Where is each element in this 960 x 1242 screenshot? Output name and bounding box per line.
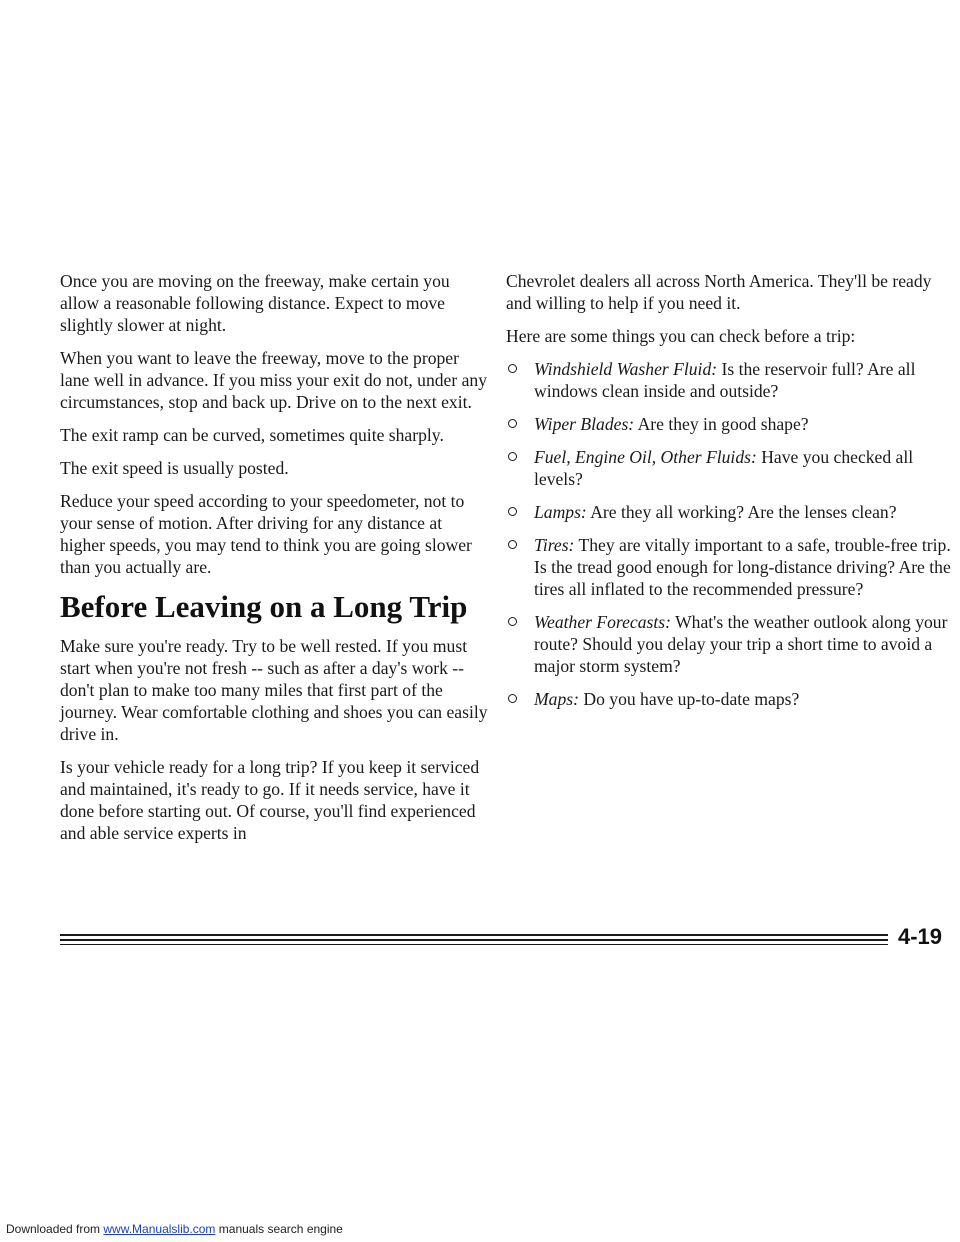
- bullet-icon: [508, 419, 517, 428]
- bullet-icon: [508, 617, 517, 626]
- checklist-text: Are they in good shape?: [634, 414, 809, 434]
- paragraph-dealers: Chevrolet dealers all across North America. They'll be ready and willing to help if you need it.: [506, 271, 932, 313]
- footer-prefix: Downloaded from: [6, 1222, 104, 1236]
- section-heading: Before Leaving on a Long Trip: [60, 589, 468, 624]
- checklist-term: Weather Forecasts:: [534, 612, 671, 632]
- download-footer: [6, 1222, 343, 1236]
- checklist-term: Fuel, Engine Oil, Other Fluids:: [534, 447, 757, 467]
- checklist-text: They are vitally important to a safe, trouble-free trip. Is the tread good enough for long-distance driving? Are the tires all inflated to the recommended pressure?: [534, 535, 951, 599]
- trip-checklist: [506, 358, 952, 710]
- divider: [60, 939, 888, 941]
- checklist-item-wiper-blades: [506, 413, 952, 435]
- checklist-item-fluids: [506, 446, 952, 490]
- checklist-term: Maps:: [534, 689, 579, 709]
- right-column: [506, 270, 952, 721]
- checklist-item-lamps: [506, 501, 952, 523]
- paragraph-be-ready: Make sure you're ready. Try to be well rested. If you must start when you're not fresh -- such as after a day's work -- don't plan to make too many miles that first part of the journey. Wear comfortable clothing and shoes you can easily drive in.: [60, 636, 488, 744]
- page-number: 4-19: [897, 924, 942, 949]
- checklist-item-maps: [506, 688, 952, 710]
- manualslib-link[interactable]: www.Manualslib.com: [103, 1222, 216, 1236]
- bullet-icon: [508, 694, 517, 703]
- checklist-text: Do you have up-to-date maps?: [578, 689, 800, 709]
- footer-suffix: manuals search engine: [215, 1222, 343, 1236]
- bullet-icon: [508, 507, 517, 516]
- bullet-icon: [508, 364, 517, 373]
- footer-rules: [60, 934, 888, 948]
- checklist-item-washer-fluid: [506, 358, 952, 402]
- paragraph-reduce-speed: Reduce your speed according to your speedometer, not to your sense of motion. After driving for any distance at higher speeds, you may tend to think you are going slower than you actually are.: [60, 491, 472, 577]
- checklist-term: Wiper Blades:: [534, 414, 635, 434]
- checklist-item-tires: [506, 534, 952, 600]
- left-column: [60, 270, 488, 855]
- checklist-text: What's the weather outlook along your route? Should you delay your trip a short time to avoid a major storm system?: [534, 612, 948, 676]
- paragraph-leave-freeway: When you want to leave the freeway, move to the proper lane well in advance. If you miss your exit do not, under any circumstances, stop and back up. Drive on to the next exit.: [60, 348, 488, 412]
- checklist-text: Are they all working? Are the lenses clean?: [586, 502, 897, 522]
- bullet-icon: [508, 540, 517, 549]
- checklist-text: Is the reservoir full? Are all windows clean inside and outside?: [534, 359, 916, 401]
- paragraph-vehicle-ready: Is your vehicle ready for a long trip? If you keep it serviced and maintained, it's ready to go. If it needs service, have it done before starting out. Of course, you'll find experienced and able service experts in: [60, 757, 480, 843]
- divider: [60, 944, 888, 945]
- checklist-text: Have you checked all levels?: [534, 447, 914, 489]
- paragraph-checklist-intro: Here are some things you can check before a trip:: [506, 326, 856, 346]
- paragraph-exit-ramp: The exit ramp can be curved, sometimes quite sharply.: [60, 425, 444, 445]
- checklist-item-weather: [506, 611, 952, 677]
- checklist-term: Windshield Washer Fluid:: [534, 359, 718, 379]
- bullet-icon: [508, 452, 517, 461]
- checklist-term: Lamps:: [534, 502, 587, 522]
- divider: [60, 934, 888, 936]
- checklist-term: Tires:: [534, 535, 575, 555]
- paragraph-freeway-distance: Once you are moving on the freeway, make certain you allow a reasonable following distance. Expect to move slightly slower at night.: [60, 271, 450, 335]
- paragraph-exit-speed: The exit speed is usually posted.: [60, 458, 289, 478]
